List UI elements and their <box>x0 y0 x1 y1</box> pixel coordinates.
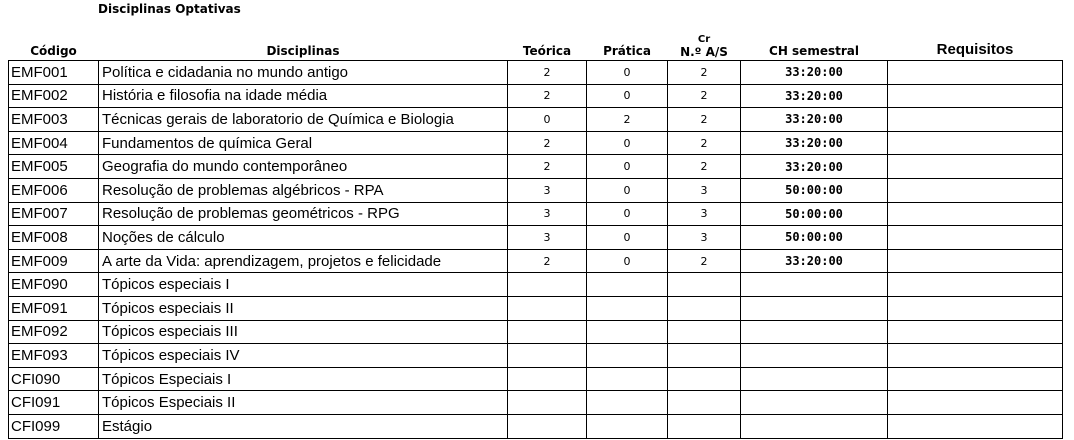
cell-requisitos <box>888 108 1063 132</box>
table-row <box>9 296 1063 320</box>
cell-requisitos <box>888 61 1063 85</box>
cell-codigo: EMF092 <box>9 320 99 344</box>
cell-requisitos <box>888 344 1063 368</box>
cell-codigo: EMF005 <box>9 155 99 179</box>
cell-disciplina: Tópicos Especiais II <box>99 391 508 415</box>
cell-pratica: 0 <box>587 61 668 85</box>
cell-codigo: EMF091 <box>9 296 99 320</box>
table-row <box>9 131 1063 155</box>
cell-disciplina: Tópicos especiais IV <box>99 344 508 368</box>
cell-ch-semestral <box>741 273 888 297</box>
cell-cr <box>668 414 741 438</box>
cell-cr: 2 <box>668 155 741 179</box>
cell-pratica: 2 <box>587 108 668 132</box>
cell-teorica: 2 <box>508 84 587 108</box>
cell-ch-semestral: 50:00:00 <box>741 226 888 250</box>
cell-requisitos <box>888 273 1063 297</box>
cell-requisitos <box>888 320 1063 344</box>
table-row <box>9 414 1063 438</box>
cell-teorica: 2 <box>508 131 587 155</box>
cell-codigo: CFI099 <box>9 414 99 438</box>
cell-requisitos <box>888 296 1063 320</box>
cell-pratica <box>587 320 668 344</box>
cell-pratica: 0 <box>587 84 668 108</box>
header-cr-sub: N.º A/S <box>680 45 728 59</box>
cell-pratica <box>587 367 668 391</box>
cell-requisitos <box>888 202 1063 226</box>
table-row <box>9 344 1063 368</box>
cell-teorica <box>508 273 587 297</box>
cell-cr: 2 <box>668 108 741 132</box>
cell-ch-semestral: 33:20:00 <box>741 61 888 85</box>
table-row <box>9 108 1063 132</box>
cell-teorica <box>508 344 587 368</box>
cell-disciplina: Resolução de problemas geométricos - RPG <box>99 202 508 226</box>
cell-codigo: CFI090 <box>9 367 99 391</box>
cell-codigo: EMF008 <box>9 226 99 250</box>
cell-requisitos <box>888 367 1063 391</box>
cell-codigo: EMF003 <box>9 108 99 132</box>
header-cr-label: Cr <box>697 34 711 45</box>
cell-cr <box>668 320 741 344</box>
cell-disciplina: Tópicos especiais III <box>99 320 508 344</box>
cell-codigo: EMF006 <box>9 178 99 202</box>
cell-disciplina: Tópicos especiais I <box>99 273 508 297</box>
cell-cr <box>668 367 741 391</box>
table-title: Disciplinas Optativas <box>98 2 241 16</box>
table-row <box>9 367 1063 391</box>
cell-pratica: 0 <box>587 226 668 250</box>
cell-pratica <box>587 414 668 438</box>
cell-teorica <box>508 367 587 391</box>
cell-teorica: 3 <box>508 226 587 250</box>
cell-teorica: 2 <box>508 155 587 179</box>
cell-requisitos <box>888 178 1063 202</box>
cell-requisitos <box>888 84 1063 108</box>
cell-teorica <box>508 296 587 320</box>
cell-pratica: 0 <box>587 131 668 155</box>
cell-cr <box>668 296 741 320</box>
cell-codigo: EMF007 <box>9 202 99 226</box>
cell-cr: 2 <box>668 84 741 108</box>
cell-codigo: EMF002 <box>9 84 99 108</box>
cell-ch-semestral <box>741 344 888 368</box>
header-cr <box>668 28 741 61</box>
cell-teorica: 2 <box>508 249 587 273</box>
table-row <box>9 391 1063 415</box>
cell-pratica: 0 <box>587 249 668 273</box>
cell-disciplina: Noções de cálculo <box>99 226 508 250</box>
table-row <box>9 273 1063 297</box>
cell-ch-semestral <box>741 296 888 320</box>
cell-disciplina: Estágio <box>99 414 508 438</box>
cell-disciplina: História e filosofia na idade média <box>99 84 508 108</box>
cell-teorica: 2 <box>508 61 587 85</box>
cell-cr <box>668 273 741 297</box>
header-teorica: Teórica <box>508 28 587 61</box>
header-disciplinas: Disciplinas <box>99 28 508 61</box>
cell-ch-semestral: 33:20:00 <box>741 131 888 155</box>
header-row <box>9 28 1063 61</box>
cell-cr: 2 <box>668 249 741 273</box>
cell-ch-semestral <box>741 320 888 344</box>
cell-ch-semestral: 33:20:00 <box>741 249 888 273</box>
table-row <box>9 178 1063 202</box>
cell-requisitos <box>888 155 1063 179</box>
cell-pratica <box>587 273 668 297</box>
cell-disciplina: A arte da Vida: aprendizagem, projetos e felicidade <box>99 249 508 273</box>
table-row <box>9 61 1063 85</box>
cell-cr <box>668 344 741 368</box>
table-row <box>9 84 1063 108</box>
cell-ch-semestral <box>741 414 888 438</box>
cell-requisitos <box>888 414 1063 438</box>
cell-disciplina: Tópicos Especiais I <box>99 367 508 391</box>
cell-requisitos <box>888 226 1063 250</box>
table-row <box>9 155 1063 179</box>
cell-ch-semestral: 50:00:00 <box>741 202 888 226</box>
cell-requisitos <box>888 131 1063 155</box>
cell-disciplina: Geografia do mundo contemporâneo <box>99 155 508 179</box>
cell-ch-semestral: 33:20:00 <box>741 108 888 132</box>
cell-pratica <box>587 344 668 368</box>
cell-cr: 3 <box>668 226 741 250</box>
table-row <box>9 320 1063 344</box>
cell-disciplina: Tópicos especiais II <box>99 296 508 320</box>
cell-ch-semestral <box>741 391 888 415</box>
cell-codigo: EMF090 <box>9 273 99 297</box>
table-row <box>9 226 1063 250</box>
cell-teorica: 3 <box>508 178 587 202</box>
cell-ch-semestral: 33:20:00 <box>741 84 888 108</box>
table-row <box>9 249 1063 273</box>
cell-cr: 3 <box>668 178 741 202</box>
cell-pratica: 0 <box>587 155 668 179</box>
cell-cr: 2 <box>668 131 741 155</box>
cell-cr: 2 <box>668 61 741 85</box>
optional-courses-table <box>8 28 1063 439</box>
cell-codigo: EMF001 <box>9 61 99 85</box>
cell-codigo: EMF004 <box>9 131 99 155</box>
cell-ch-semestral <box>741 367 888 391</box>
cell-teorica: 0 <box>508 108 587 132</box>
header-requisitos: Requisitos <box>888 28 1063 61</box>
cell-teorica <box>508 391 587 415</box>
table-row <box>9 202 1063 226</box>
cell-pratica: 0 <box>587 178 668 202</box>
header-ch: CH semestral <box>741 28 888 61</box>
cell-disciplina: Resolução de problemas algébricos - RPA <box>99 178 508 202</box>
cell-pratica: 0 <box>587 202 668 226</box>
header-codigo: Código <box>9 28 99 61</box>
cell-teorica: 3 <box>508 202 587 226</box>
cell-codigo: EMF009 <box>9 249 99 273</box>
cell-ch-semestral: 33:20:00 <box>741 155 888 179</box>
cell-teorica <box>508 414 587 438</box>
cell-ch-semestral: 50:00:00 <box>741 178 888 202</box>
cell-requisitos <box>888 249 1063 273</box>
cell-cr: 3 <box>668 202 741 226</box>
cell-cr <box>668 391 741 415</box>
cell-pratica <box>587 296 668 320</box>
cell-requisitos <box>888 391 1063 415</box>
header-pratica: Prática <box>587 28 668 61</box>
cell-disciplina: Política e cidadania no mundo antigo <box>99 61 508 85</box>
cell-disciplina: Técnicas gerais de laboratorio de Química e Biologia <box>99 108 508 132</box>
cell-disciplina: Fundamentos de química Geral <box>99 131 508 155</box>
cell-teorica <box>508 320 587 344</box>
cell-codigo: EMF093 <box>9 344 99 368</box>
cell-pratica <box>587 391 668 415</box>
cell-codigo: CFI091 <box>9 391 99 415</box>
